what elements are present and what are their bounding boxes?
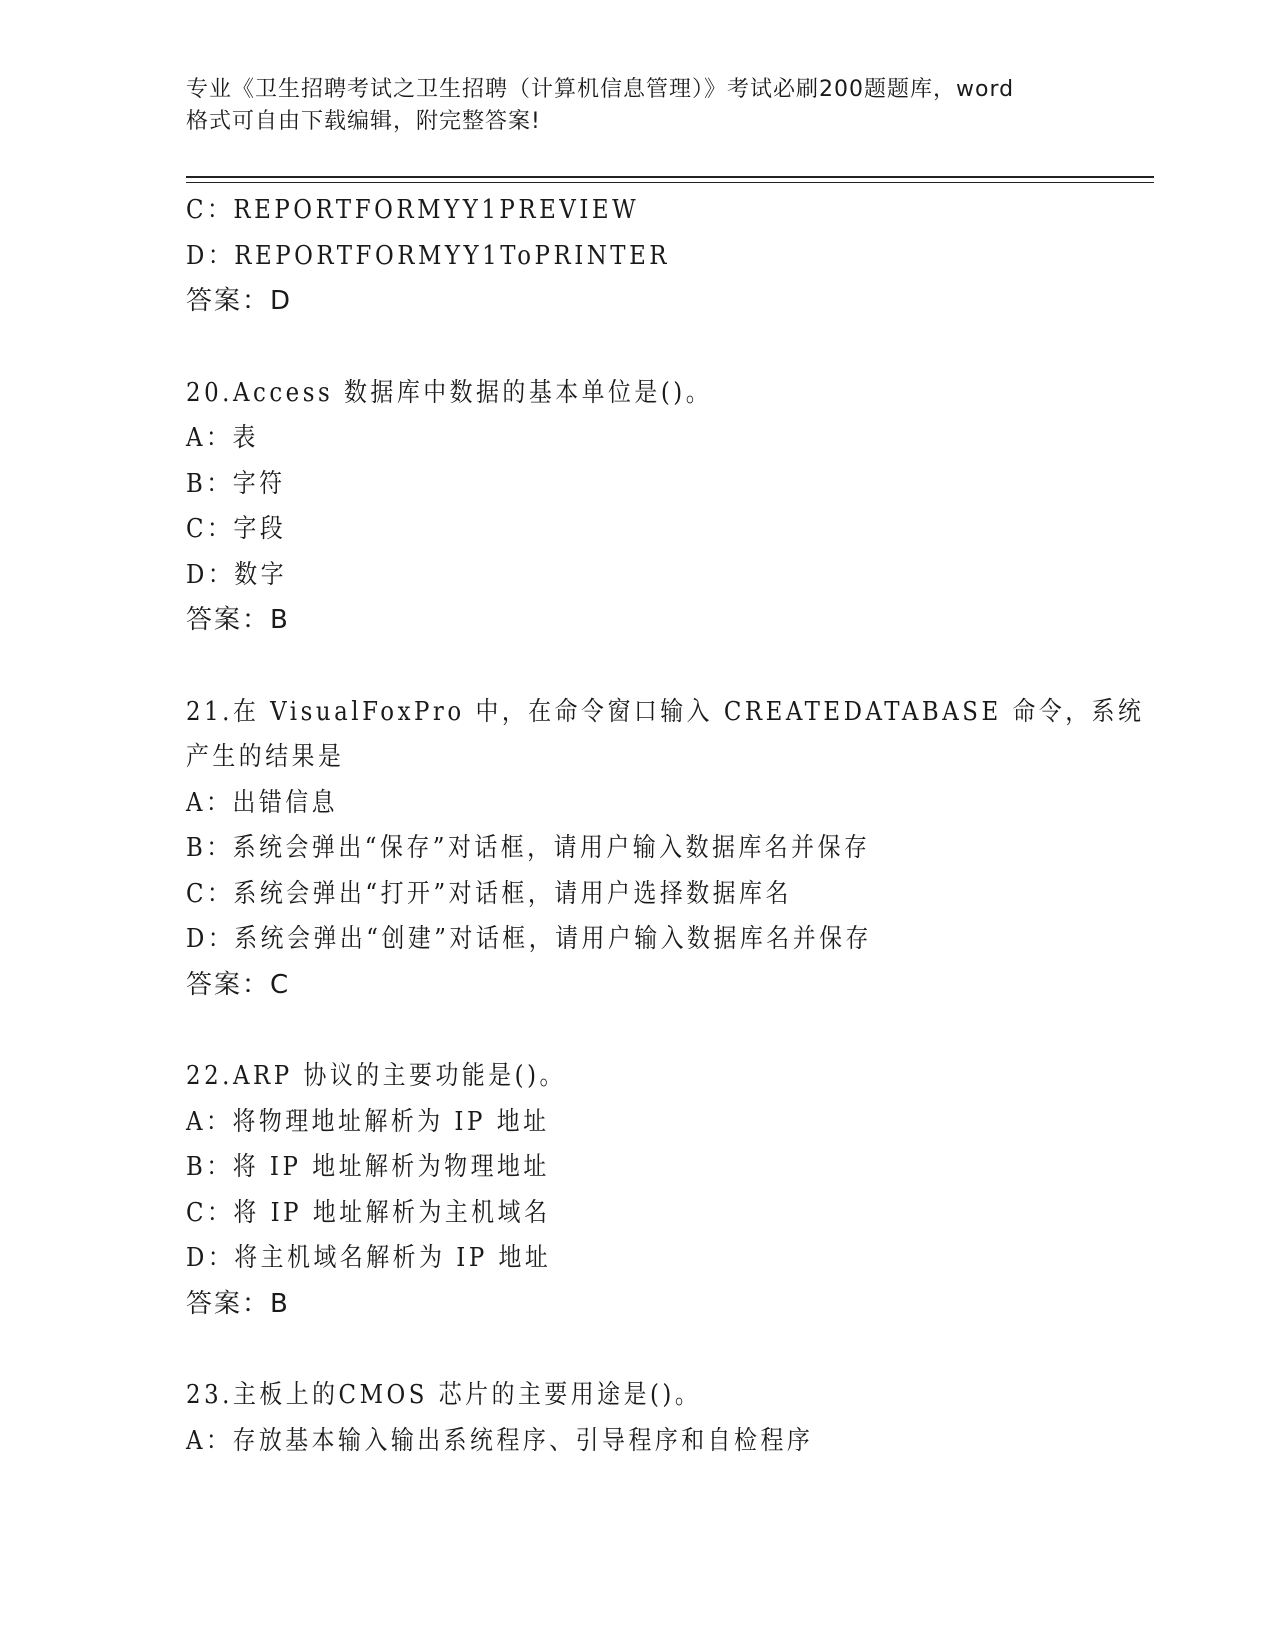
question-block-20: [186, 371, 1086, 644]
answer-line: 答案：C: [186, 969, 291, 1000]
option-b: B：将 IP 地址解析为物理地址: [186, 1152, 550, 1182]
option-d: D：数字: [186, 559, 288, 590]
option-d: D：系统会弹出“创建”对话框，请用户输入数据库名并保存: [186, 924, 872, 954]
question-stem: 23.主板上的CMOS 芯片的主要用途是()。: [186, 1380, 702, 1410]
option-d: D：将主机域名解析为 IP 地址: [186, 1243, 552, 1273]
header-line-1: 专业《卫生招聘考试之卫生招聘（计算机信息管理）》考试必刷200题题库，word: [186, 77, 1015, 102]
option-a: A：表: [186, 423, 259, 453]
option-a: A：出错信息: [186, 787, 339, 818]
question-block-21: [186, 690, 1145, 1009]
question-block-partial: [186, 188, 1086, 325]
question-stem: 22.ARP 协议的主要功能是()。: [186, 1061, 566, 1091]
option-b: B：系统会弹出“保存”对话框，请用户输入数据库名并保存: [186, 833, 871, 863]
option-c: C：将 IP 地址解析为主机域名: [186, 1197, 551, 1228]
question-stem-line-2: 产生的结果是: [186, 742, 345, 772]
option-d: D：REPORTFORMYY1ToPRINTER: [186, 240, 671, 271]
header-divider-thin: [186, 182, 1154, 183]
option-b: B：字符: [186, 468, 286, 499]
question-stem-line-1: 21.在 VisualFoxPro 中，在命令窗口输入 CREATEDATABASE 命令，系统: [186, 696, 1145, 727]
question-block-23: [186, 1373, 1086, 1464]
answer-line: 答案：B: [186, 1288, 290, 1319]
header-line-2: 格式可自由下载编辑，附完整答案!: [186, 109, 541, 134]
answer-line: 答案：D: [186, 286, 293, 316]
answer-line: 答案：B: [186, 605, 290, 635]
option-a: A：将物理地址解析为 IP 地址: [186, 1106, 550, 1137]
option-c: C：系统会弹出“打开”对话框，请用户选择数据库名: [186, 878, 792, 909]
option-a: A：存放基本输入输出系统程序、引导程序和自检程序: [186, 1425, 814, 1456]
document-body: [186, 188, 1145, 1464]
question-block-22: [186, 1054, 1086, 1327]
option-c: C：字段: [186, 514, 287, 544]
option-c: C：REPORTFORMYY1PREVIEW: [186, 195, 640, 225]
question-stem: 20.Access 数据库中数据的基本单位是()。: [186, 377, 713, 408]
header-divider-thick: [186, 176, 1154, 178]
document-header: [186, 74, 1086, 138]
